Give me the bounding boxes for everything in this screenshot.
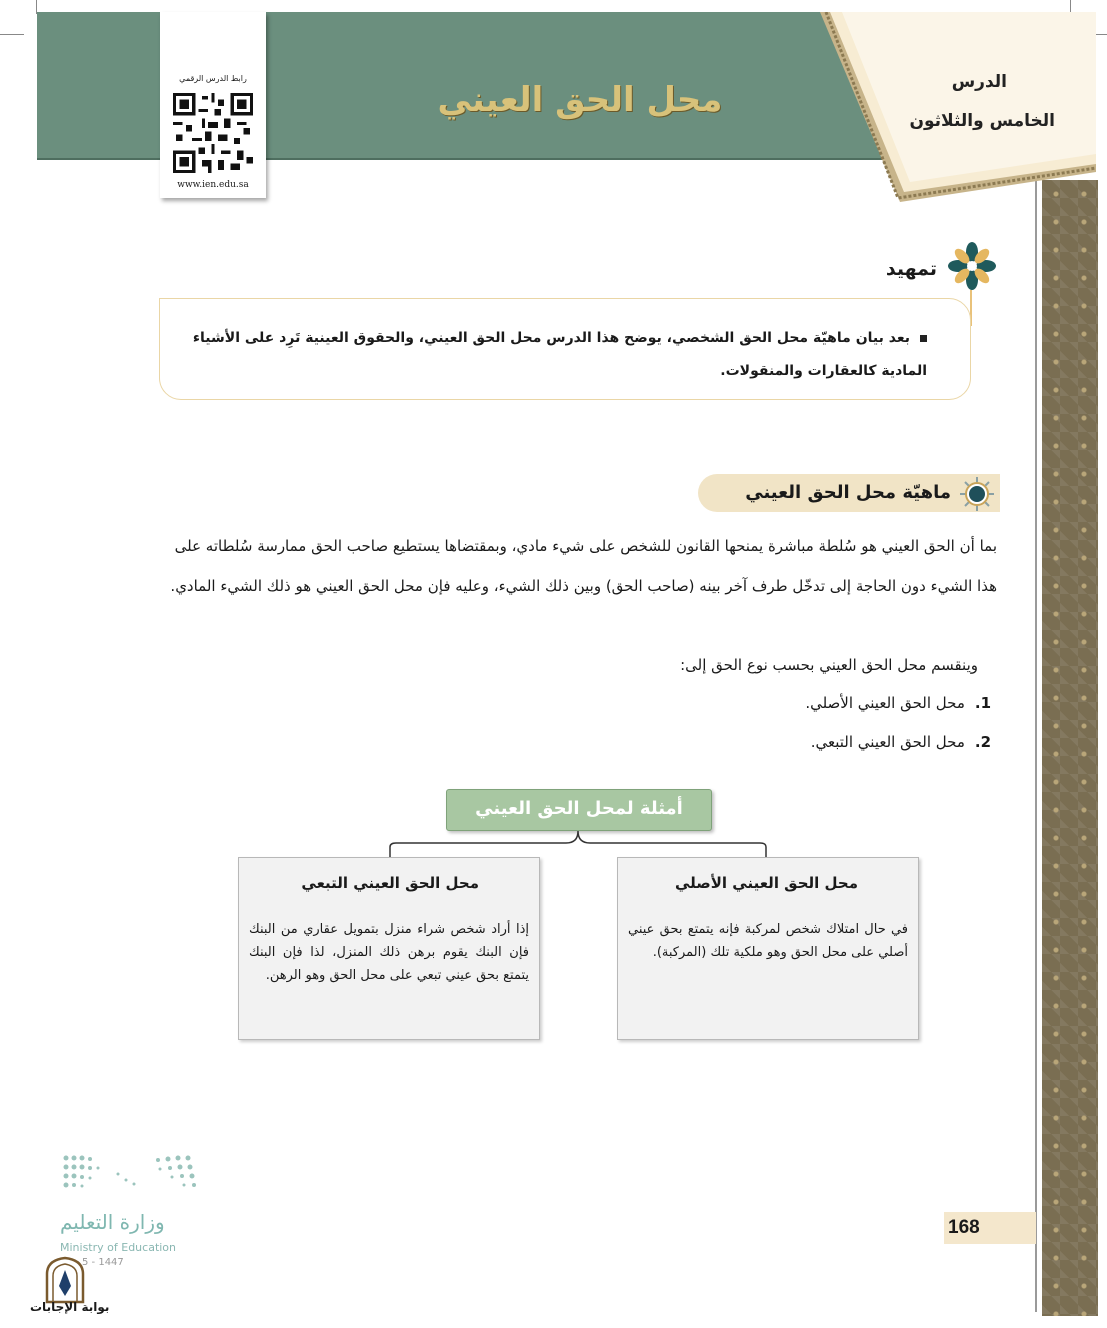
example-card-body: في حال امتلاك شخص لمركبة فإنه يتمتع بحق عيني أصلي على محل الحق وهو ملكية تلك (المركبة). bbox=[628, 922, 908, 960]
examples-title: أمثلة لمحل الحق العيني bbox=[446, 789, 712, 831]
example-card-title: محل الحق العيني التبعي bbox=[301, 874, 479, 892]
example-card-title: محل الحق العيني الأصلي bbox=[674, 874, 858, 892]
ministry-year: 5 - 1447 bbox=[82, 1257, 124, 1268]
section-paragraph: بما أن الحق العيني هو سُلطة مباشرة يمنحها القانون للشخص على شيء مادي، وبمقتضاها يستطيع صاحب الحق ممارسة سُلطاته على هذا الشيء دون الحاجة إلى تدخّل طرف آخر بينه (صاحب الحق) وبين ذلك الشيء، وعليه فإن محل الحق العيني هو ذلك الشيء المادي. bbox=[170, 537, 997, 595]
lesson-label: الدرس bbox=[951, 72, 1007, 92]
page-number: 168 bbox=[944, 1212, 1036, 1244]
list-text: محل الحق العيني الأصلي. bbox=[805, 694, 965, 712]
list-text: محل الحق العيني التبعي. bbox=[810, 733, 965, 751]
intro-paragraph bbox=[167, 322, 927, 388]
example-card-original bbox=[617, 857, 919, 1040]
page-title: محل الحق العيني bbox=[437, 80, 723, 120]
ministry-logo-icon bbox=[60, 1152, 200, 1202]
section-heading: ماهيّة محل الحق العيني bbox=[745, 482, 951, 503]
sun-icon bbox=[958, 476, 996, 512]
example-card-subsidiary bbox=[238, 857, 540, 1040]
crop-mark bbox=[0, 34, 24, 35]
ministry-name-en: Ministry of Education bbox=[60, 1241, 177, 1254]
intro-text: بعد بيان ماهيّة محل الحق الشخصي، يوضح هذا الدرس محل الحق العيني، والحقوق العينية تَرِد على الأشياء المادية كالعقارات والمنقولات. bbox=[192, 330, 927, 379]
qr-card[interactable] bbox=[160, 12, 266, 198]
flower-icon bbox=[946, 240, 998, 292]
gate-logo-icon bbox=[44, 1256, 86, 1304]
list-number: 1. bbox=[974, 694, 991, 712]
qr-code-icon[interactable] bbox=[173, 90, 253, 176]
qr-label: رابط الدرس الرقمي bbox=[179, 74, 247, 83]
example-card-body: إذا أراد شخص شراء منزل بتمويل عقاري من البنك فإن البنك يقوم برهن ذلك المنزل، لذا فإن البنك يتمتع بحق عيني تبعي على محل الحق وهو الرهن. bbox=[249, 922, 529, 983]
lesson-banner bbox=[820, 12, 1096, 202]
lesson-number: الخامس والثلاثون bbox=[909, 111, 1055, 131]
qr-url[interactable]: www.ien.edu.sa bbox=[177, 180, 249, 190]
page-edge-line bbox=[1035, 12, 1037, 1312]
diagram-connector bbox=[388, 829, 768, 859]
list-number: 2. bbox=[974, 733, 991, 751]
decorative-side-strip bbox=[1042, 180, 1098, 1316]
gate-brand-text: بوابة الإجابات bbox=[30, 1300, 110, 1314]
ministry-name-ar: وزارة التعليم bbox=[60, 1210, 165, 1234]
list-item bbox=[805, 694, 991, 712]
intro-heading: تمهيد bbox=[885, 258, 937, 280]
bullet-icon bbox=[920, 335, 927, 342]
section-lead: وينقسم محل الحق العيني بحسب نوع الحق إلى: bbox=[680, 656, 978, 674]
list-item bbox=[811, 733, 991, 751]
